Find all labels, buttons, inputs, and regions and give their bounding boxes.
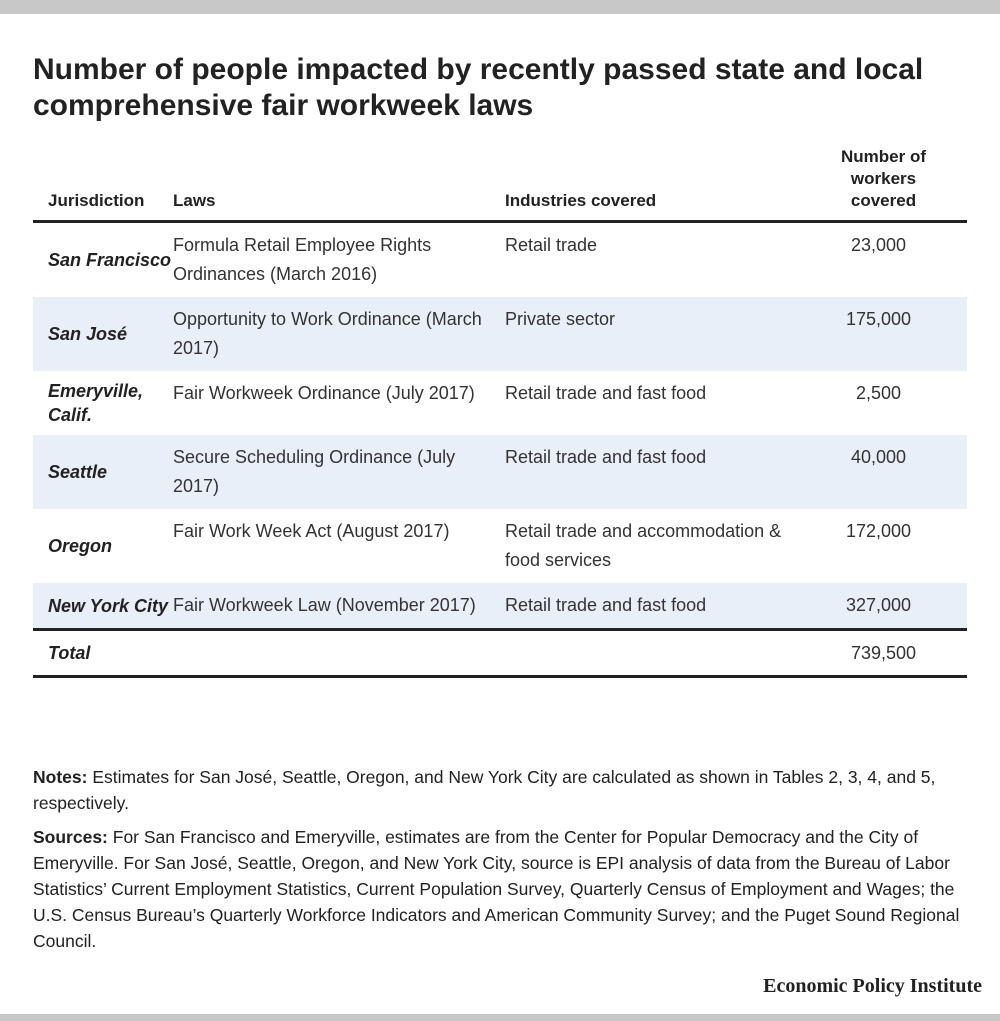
cell-industries: Private sector <box>505 297 800 371</box>
sources-text: For San Francisco and Emeryville, estimates are from the Center for Popular Democracy and the City of Emeryville. For San José, Seattle, Oregon, and New York City, source is EPI analysis of data from the Bureau of Labor Statistics’ Current Employment Statistics, Current Population Survey, Quarterly Census of Employment and Wages; the U.S. Census Bureau’s Quarterly Workforce Indicators and American Community Survey; and the Puget Sound Regional Council. <box>33 827 960 951</box>
header-laws: Laws <box>173 146 505 222</box>
top-frame-bar <box>0 0 1000 14</box>
notes-text: Estimates for San José, Seattle, Oregon, and New York City are calculated as shown in Tables 2, 3, 4, and 5, respectively. <box>33 767 936 813</box>
cell-workers: 2,500 <box>855 383 902 403</box>
header-jurisdiction: Jurisdiction <box>33 146 173 222</box>
cell-workers: 40,000 <box>800 435 967 509</box>
cell-workers: 23,000 <box>850 235 907 255</box>
cell-jurisdiction: San Francisco <box>48 250 172 270</box>
cell-laws: Opportunity to Work Ordinance (March 2017) <box>173 297 505 371</box>
data-table <box>33 146 967 678</box>
cell-industries: Retail trade and fast food <box>505 435 800 509</box>
cell-laws: Fair Workweek Law (November 2017) <box>173 583 505 630</box>
table-row <box>33 222 967 298</box>
notes-label: Notes: <box>33 767 88 787</box>
cell-laws: Fair Workweek Ordinance (July 2017) <box>173 383 475 403</box>
table-total-row <box>33 630 967 677</box>
table-body <box>33 222 967 677</box>
cell-total-label: Total <box>33 630 173 677</box>
cell-workers: 172,000 <box>845 521 912 541</box>
table-header-row <box>33 146 967 222</box>
cell-industries: Retail trade and fast food <box>505 583 800 630</box>
notes-paragraph <box>33 764 973 816</box>
table-row <box>33 435 967 509</box>
publisher-logo: Economic Policy Institute <box>763 975 982 997</box>
cell-industries: Retail trade and fast food <box>505 383 707 403</box>
cell-jurisdiction: San José <box>33 297 173 371</box>
header-workers-label: Number of workers covered <box>841 147 926 210</box>
cell-workers: 175,000 <box>800 297 967 371</box>
cell-jurisdiction: Emeryville, Calif. <box>48 381 144 425</box>
data-table-container <box>33 146 967 678</box>
table-row <box>33 583 967 630</box>
header-workers <box>800 146 967 222</box>
cell-total-empty <box>173 630 505 677</box>
sources-paragraph <box>33 824 973 954</box>
chart-title: Number of people impacted by recently passed state and local comprehensive fair workweek laws <box>33 53 924 122</box>
bottom-frame-bar <box>0 1014 1000 1021</box>
table-row <box>33 509 967 583</box>
cell-laws: Fair Work Week Act (August 2017) <box>173 521 450 541</box>
header-industries: Industries covered <box>505 146 800 222</box>
sources-label: Sources: <box>33 827 108 847</box>
notes-section <box>33 764 973 962</box>
cell-laws: Secure Scheduling Ordinance (July 2017) <box>173 435 505 509</box>
cell-workers: 327,000 <box>800 583 967 630</box>
cell-jurisdiction: Oregon <box>48 536 113 556</box>
table-row <box>33 371 967 435</box>
cell-jurisdiction: New York City <box>33 583 173 630</box>
cell-industries: Retail trade and accommodation & food services <box>505 521 782 570</box>
cell-total-workers: 739,500 <box>800 630 967 677</box>
cell-jurisdiction: Seattle <box>33 435 173 509</box>
table-row <box>33 297 967 371</box>
cell-laws: Formula Retail Employee Rights Ordinances (March 2016) <box>173 235 432 284</box>
cell-industries: Retail trade <box>505 235 598 255</box>
cell-total-empty <box>505 630 800 677</box>
